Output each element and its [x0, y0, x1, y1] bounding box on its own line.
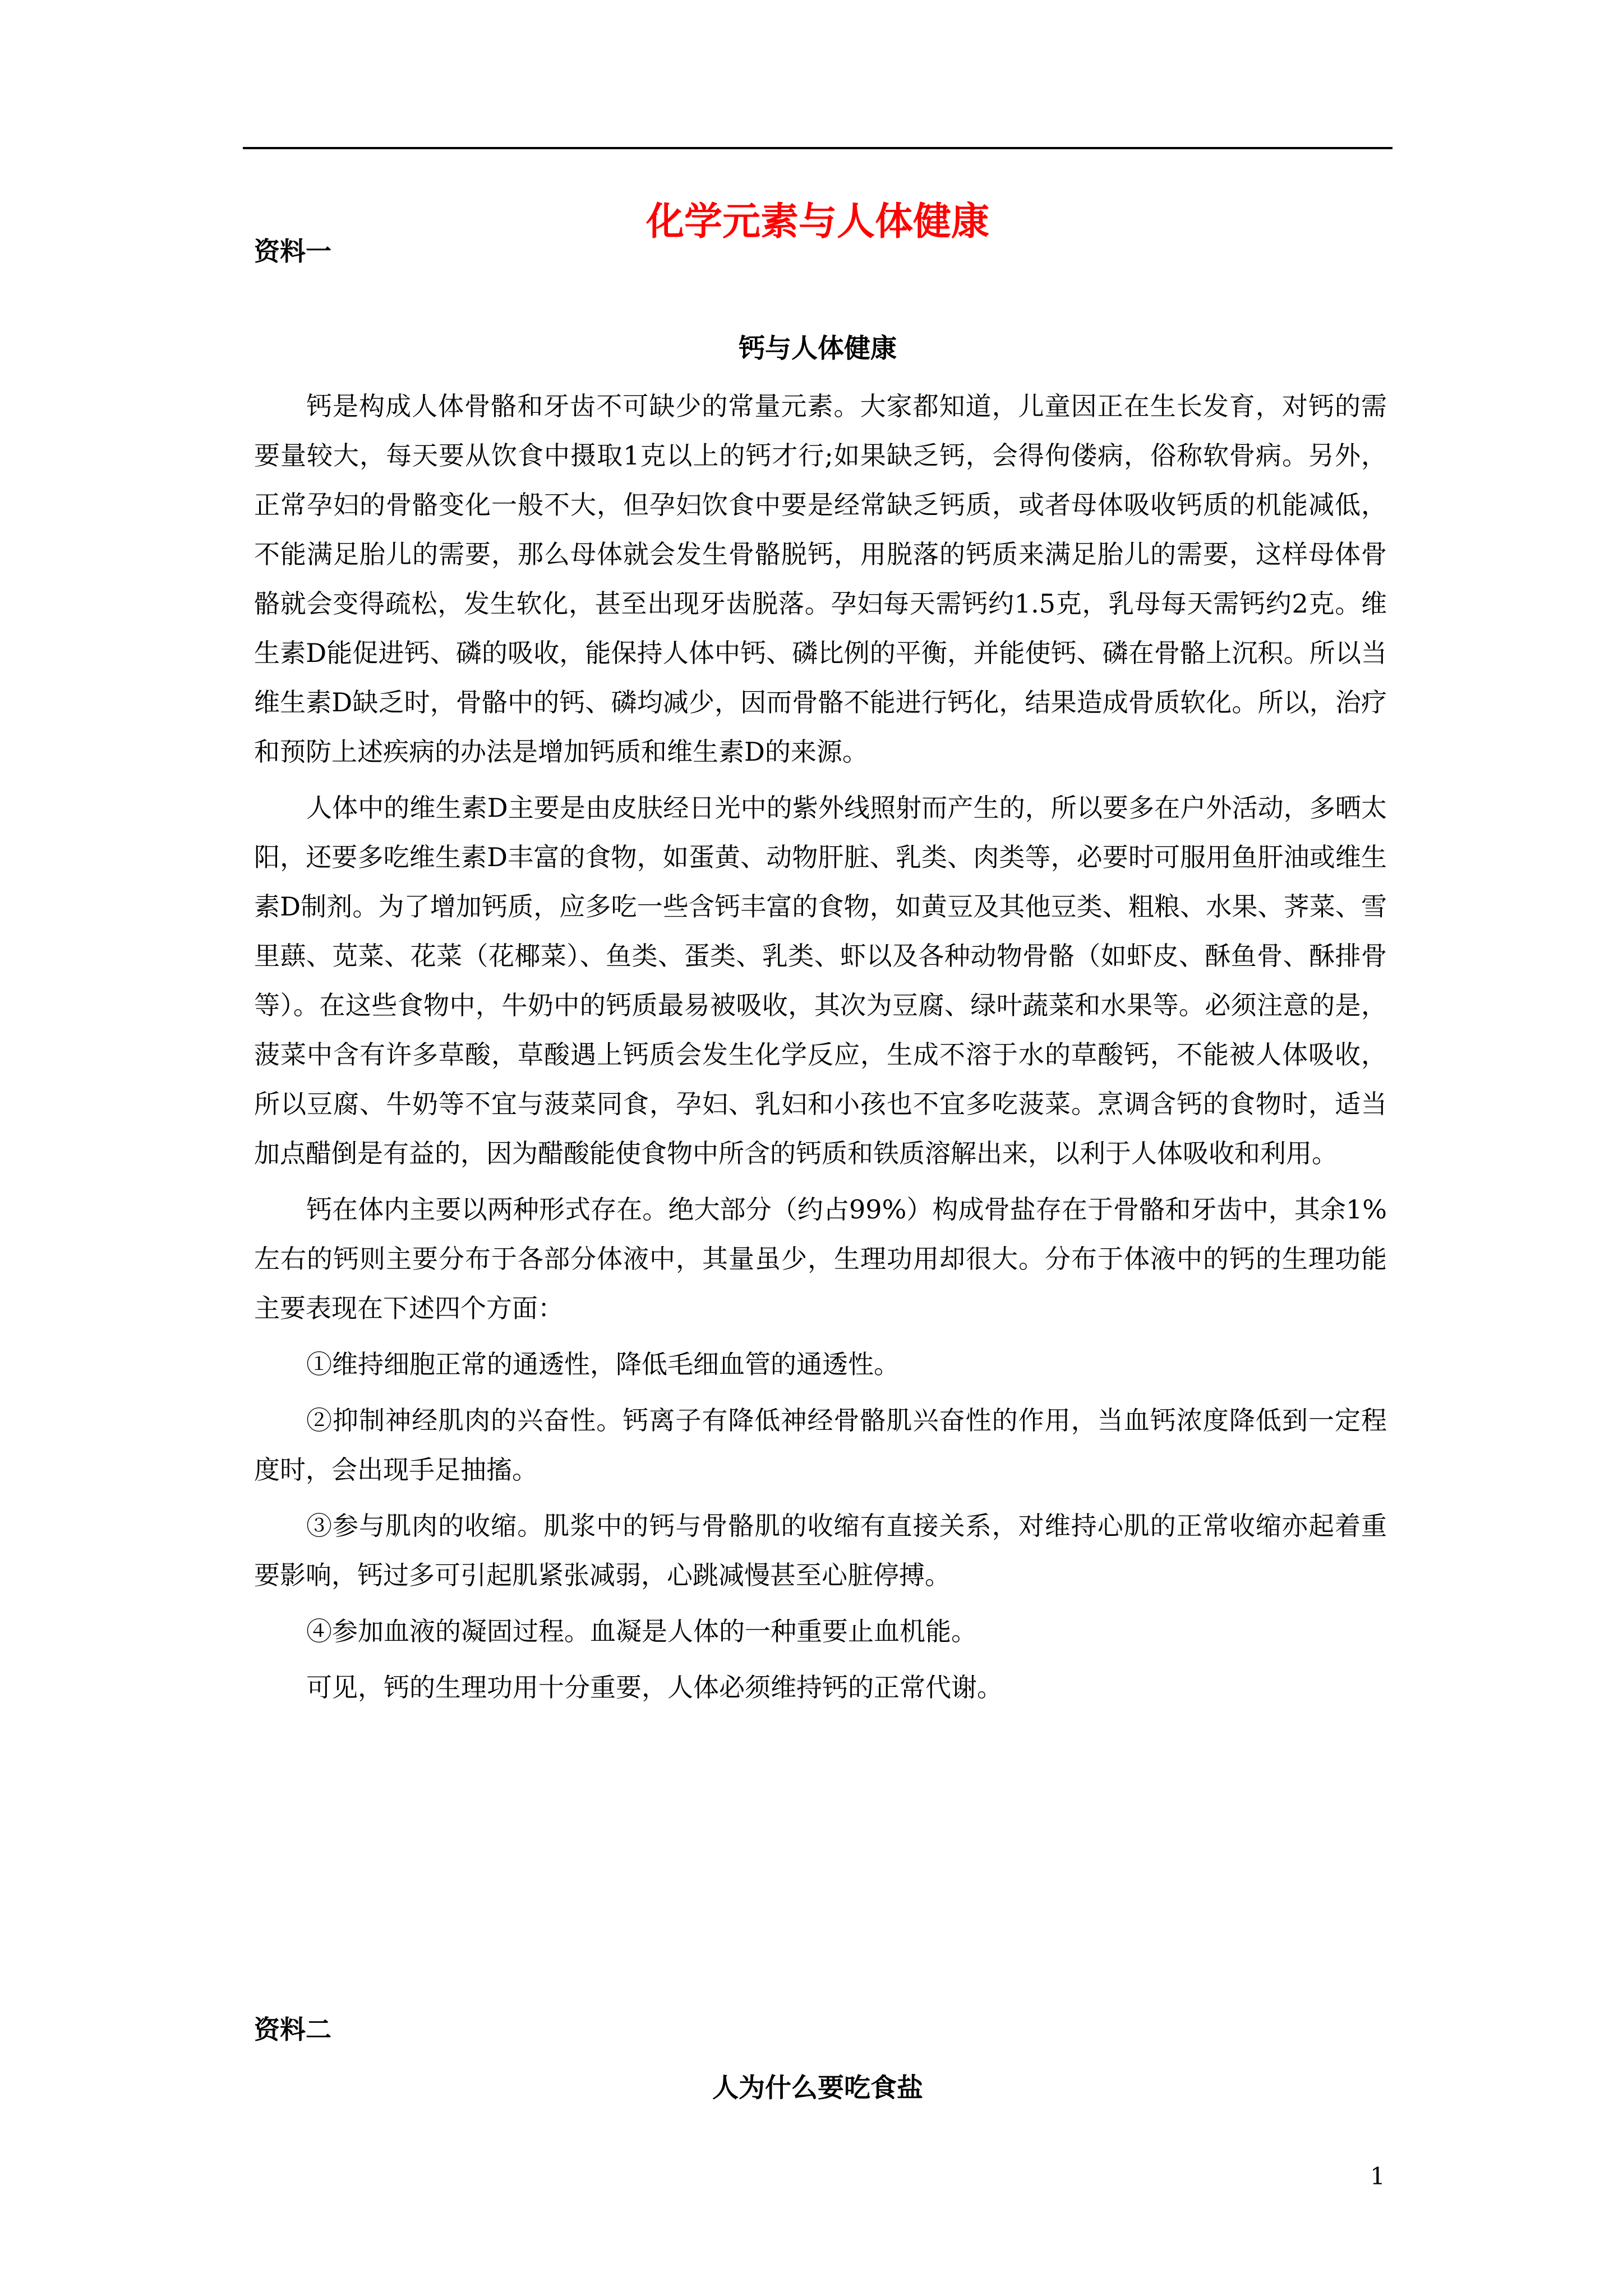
paragraph: 可见，钙的生理功用十分重要，人体必须维持钙的正常代谢。 [306, 1672, 1003, 1703]
section-heading-1: 钙与人体健康 [739, 333, 897, 364]
list-item: ④参加血液的凝固过程。血凝是人体的一种重要止血机能。 [306, 1616, 977, 1646]
paragraph: 人体中的维生素D主要是由皮肤经日光中的紫外线照射而产生的，所以要多在户外活动，多晒太阳，还要多吃维生素D丰富的食物，如蛋黄、动物肝脏、乳类、肉类等，必要时可服用鱼肝油或维生素D制剂。为了增加钙质，应多吃一些含钙丰富的食物，如黄豆及其他豆类、粗粮、水果、荠菜、雪里蕻、苋菜、花菜（花椰菜）、鱼类、蛋类、乳类、虾以及各种动物骨骼（如虾皮、酥鱼骨、酥排骨等）。在这些食物中，牛奶中的钙质最易被吸收，其次为豆腐、绿叶蔬菜和水果等。必须注意的是，菠菜中含有许多草酸，草酸遇上钙质会发生化学反应，生成不溶于水的草酸钙，不能被人体吸收，所以豆腐、牛奶等不宜与菠菜同食，孕妇、乳妇和小孩也不宜多吃菠菜。烹调含钙的食物时，适当加点醋倒是有益的，因为醋酸能使食物中所含的钙质和铁质溶解出来，以利于人体吸收和利用。 [254, 793, 1387, 1168]
list-item: ②抑制神经肌肉的兴奋性。钙离子有降低神经骨骼肌兴奋性的作用，当血钙浓度降低到一定程度时，会出现手足抽搐。 [254, 1405, 1387, 1485]
document-title: 化学元素与人体健康 [645, 199, 989, 244]
page-number: 1 [1370, 2162, 1385, 2190]
list-item: ①维持细胞正常的通透性，降低毛细血管的通透性。 [306, 1349, 900, 1379]
header-rule [243, 147, 1393, 149]
paragraph: 钙是构成人体骨骼和牙齿不可缺少的常量元素。大家都知道，儿童因正在生长发育，对钙的需要量较大，每天要从饮食中摄取1克以上的钙才行;如果缺乏钙，会得佝偻病，俗称软骨病。另外，正常孕妇的骨骼变化一般不大，但孕妇饮食中要是经常缺乏钙质，或者母体吸收钙质的机能减低，不能满足胎儿的需要，那么母体就会发生骨骼脱钙，用脱落的钙质来满足胎儿的需要，这样母体骨骼就会变得疏松，发生软化，甚至出现牙齿脱落。孕妇每天需钙约1.5克，乳母每天需钙约2克。维生素D能促进钙、磷的吸收，能保持人体中钙、磷比例的平衡，并能使钙、磷在骨骼上沉积。所以当维生素D缺乏时，骨骼中的钙、磷均减少，因而骨骼不能进行钙化，结果造成骨质软化。所以，治疗和预防上述疾病的办法是增加钙质和维生素D的来源。 [254, 391, 1387, 767]
paragraph: 钙在体内主要以两种形式存在。绝大部分（约占99%）构成骨盐存在于骨骼和牙齿中，其余1%左右的钙则主要分布于各部分体液中，其量虽少，生理功用却很大。分布于体液中的钙的生理功能主要表现在下述四个方面： [254, 1194, 1387, 1323]
section-label-2: 资料二 [254, 2014, 331, 2045]
section-label-1: 资料一 [254, 236, 331, 266]
list-item: ③参与肌肉的收缩。肌浆中的钙与骨骼肌的收缩有直接关系，对维持心肌的正常收缩亦起着重要影响，钙过多可引起肌紧张减弱，心跳减慢甚至心脏停搏。 [254, 1511, 1387, 1590]
section-heading-2: 人为什么要吃食盐 [712, 2073, 923, 2104]
section-1-body [254, 381, 1387, 1712]
